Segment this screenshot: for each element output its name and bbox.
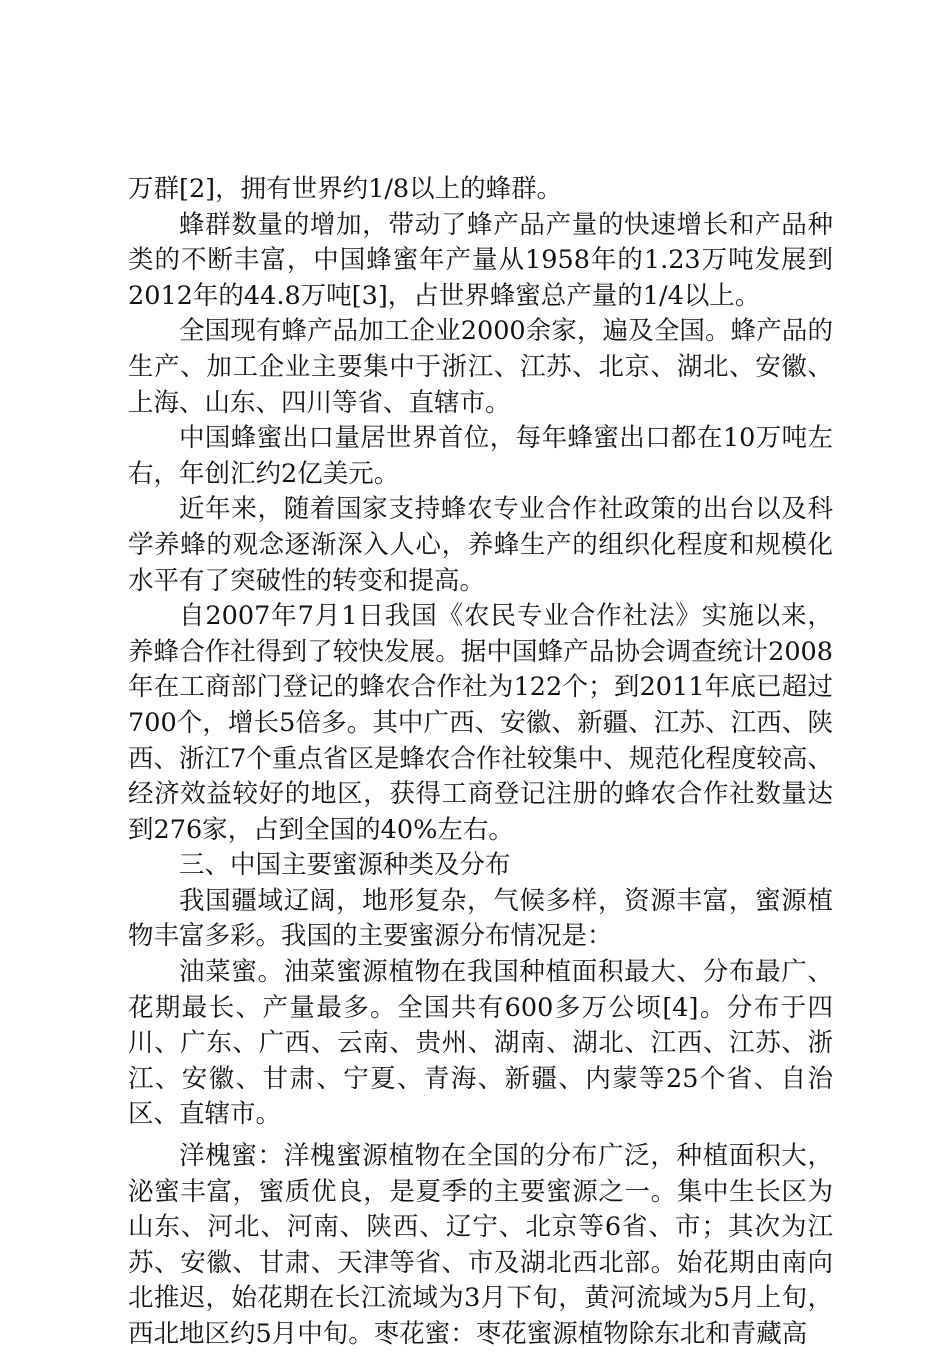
paragraph-nectar-overview: 我国疆域辽阔，地形复杂，气候多样，资源丰富，蜜源植物丰富多彩。我国的主要蜜源分布情况是： xyxy=(128,885,833,952)
paragraph-export: 中国蜂蜜出口量居世界首位，每年蜂蜜出口都在10万吨左右，年创汇约2亿美元。 xyxy=(128,423,833,489)
paragraph-rapeseed-honey: 油菜蜜。油菜蜜源植物在我国种植面积最大、分布最广、花期最长、产量最多。全国共有600多万公顷[4]。分布于四川、广东、广西、云南、贵州、湖南、湖北、江西、江苏、浙江、安徽、甘肃、宁夏、青海、新疆、内蒙等25个省、自治区、直辖市。 xyxy=(128,957,833,1130)
paragraph-acacia-honey: 洋槐蜜：洋槐蜜源植物在全国的分布广泛，种植面积大，泌蜜丰富，蜜质优良，是夏季的主要蜜源之一。集中生长区为山东、河北、河南、陕西、辽宁、北京等6省、市；其次为江苏、安徽、甘肃、天津等省、市及湖北西北部。始花期由南向北推迟，始花期在长江流域为3月下旬，黄河流域为5月上旬，西北地区约5月中旬。枣花蜜：枣花蜜源植物除东北和青藏高 xyxy=(128,1141,833,1349)
paragraph-continuation: 万群[2]，拥有世界约1/8以上的蜂群。 xyxy=(128,174,563,204)
paragraph-honey-production: 蜂群数量的增加，带动了蜂产品产量的快速增长和产品种类的不断丰富，中国蜂蜜年产量从1958年的1.23万吨发展到2012年的44.8万吨[3]，占世界蜂蜜总产量的1/4以上。 xyxy=(128,209,833,311)
paragraph-processing-enterprises: 全国现有蜂产品加工企业2000余家，遍及全国。蜂产品的生产、加工企业主要集中于浙江、江苏、北京、湖北、安徽、上海、山东、四川等省、直辖市。 xyxy=(128,316,833,418)
paragraph-cooperatives-policy: 近年来，随着国家支持蜂农专业合作社政策的出台以及科学养蜂的观念逐渐深入人心，养蜂生产的组织化程度和规模化水平有了突破性的转变和提高。 xyxy=(128,494,833,596)
paragraph-cooperatives-growth: 自2007年7月1日我国《农民专业合作社法》实施以来，养蜂合作社得到了较快发展。据中国蜂产品协会调查统计2008年在工商部门登记的蜂农合作社为122个；到2011年底已超过700个，增长5倍多。其中广西、安徽、新疆、江苏、江西、陕西、浙江7个重点省区是蜂农合作社较集中、规范化程度较高、经济效益较好的地区，获得工商登记注册的蜂农合作社数量达到276家，占到全国的40%左右。 xyxy=(128,601,833,845)
document-page xyxy=(128,172,833,1353)
section-heading: 三、中国主要蜜源种类及分布 xyxy=(179,850,511,881)
